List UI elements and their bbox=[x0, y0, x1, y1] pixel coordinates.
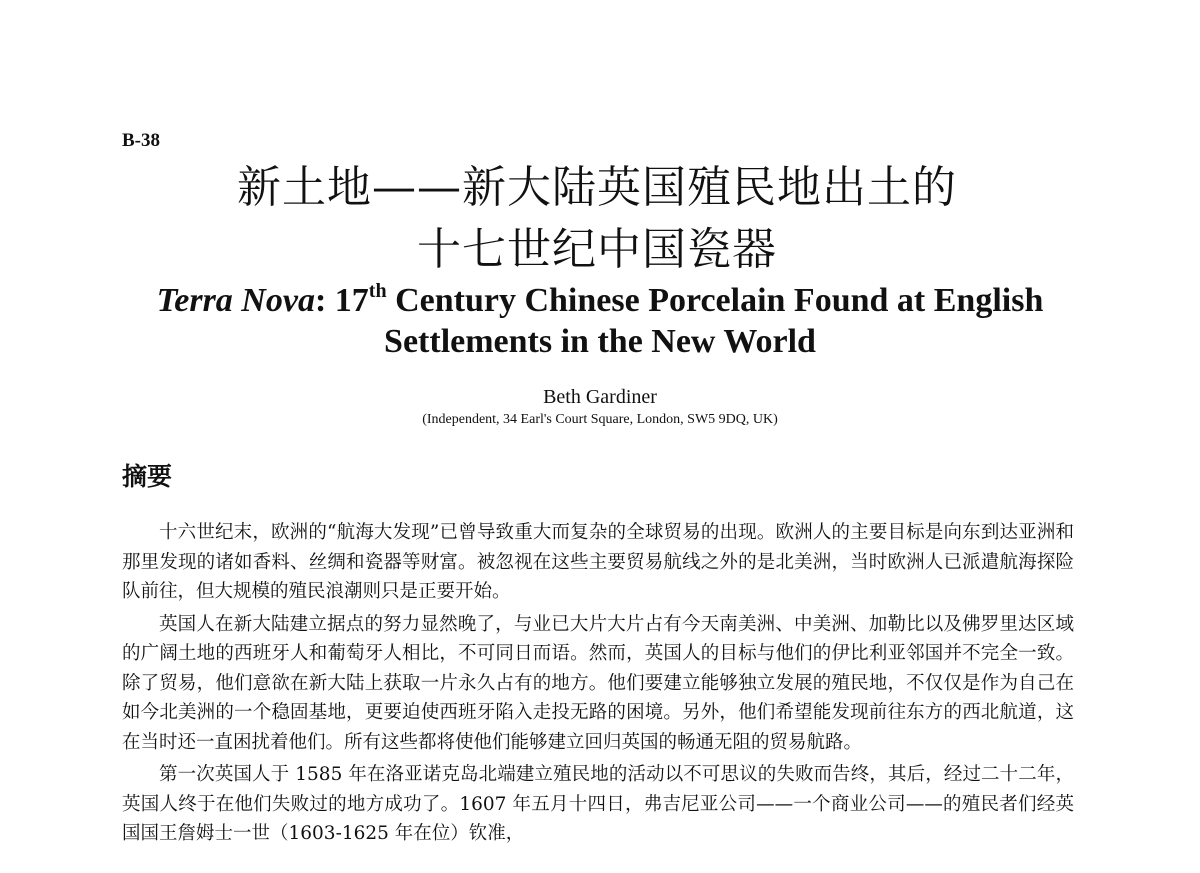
english-title-line-1 bbox=[0, 281, 1200, 321]
english-title-rest: Century Chinese Porcelain Found at English bbox=[386, 282, 1044, 319]
english-title-superscript: th bbox=[368, 280, 387, 302]
chinese-title-line-2: 十七世纪中国瓷器 bbox=[417, 224, 777, 275]
abstract-body bbox=[122, 518, 1074, 852]
abstract-paragraph: 十六世纪末，欧洲的“航海大发现”已曾导致重大而复杂的全球贸易的出现。欧洲人的主要目标是向东到达亚洲和那里发现的诸如香料、丝绸和瓷器等财富。被忽视在这些主要贸易航线之外的是北美洲，当时欧洲人已派遣航海探险队前往，但大规模的殖民浪潮则只是正要开始。 bbox=[122, 522, 1074, 602]
abstract-paragraph: 英国人在新大陆建立据点的努力显然晚了，与业已大片大片占有今天南美洲、中美洲、加勒比以及佛罗里达区域的广阔土地的西班牙人和葡萄牙人相比，不可同日而语。然而，英国人的目标与他们的伊比利亚邻国并不完全一致。除了贸易，他们意欲在新大陆上获取一片永久占有的地方。他们要建立能够独立发展的殖民地，不仅仅是作为自己在如今北美洲的一个稳固基地，更要迫使西班牙陷入走投无路的困境。另外，他们希望能发现前往东方的西北航道，这在当时还一直困扰着他们。所有这些都将使他们能够建立回归英国的畅通无阻的贸易航路。 bbox=[122, 613, 1074, 753]
english-title-italic: Terra Nova bbox=[156, 282, 315, 319]
english-title-line-2: Settlements in the New World bbox=[384, 323, 816, 360]
abstract-paragraph: 第一次英国人于 1585 年在洛亚诺克岛北端建立殖民地的活动以不可思议的失败而告终，其后，经过二十二年，英国人终于在他们失败过的地方成功了。1607 年五月十四日，弗吉尼亚公司——一个商业公司——的殖民者们经英国国王詹姆士一世（1603-1625 年在位）钦准， bbox=[122, 764, 1074, 844]
abstract-heading: 摘要 bbox=[122, 462, 173, 491]
english-title-colon-number: : 17 bbox=[314, 282, 369, 319]
author-name: Beth Gardiner bbox=[543, 386, 657, 408]
chinese-title-line-1: 新土地——新大陆英国殖民地出土的 bbox=[237, 162, 957, 213]
author-affiliation: (Independent, 34 Earl's Court Square, London, SW5 9DQ, UK) bbox=[422, 412, 778, 427]
paper-id: B-38 bbox=[122, 130, 160, 151]
